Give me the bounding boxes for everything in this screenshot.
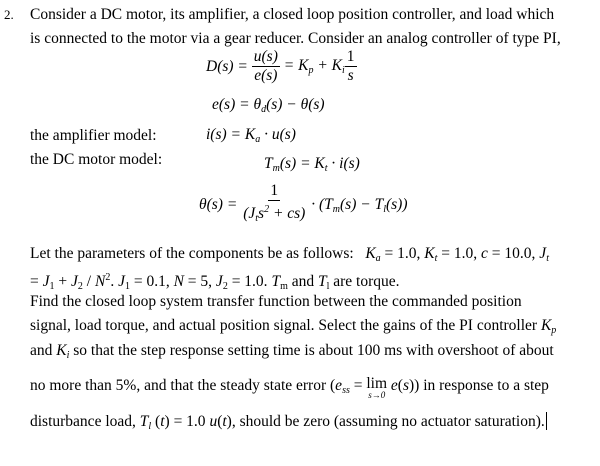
amplifier-equation: $i(s) = K_a \cdot u(s)$ [206,126,296,145]
params-line-2: = $J_1 + J_2 / N^2$. $J_1 = 0.1$, N = 5, $J_2 = 1.0$. $T_m$ and $T_l$ are torque. [30,272,400,293]
motor-torque-equation: $T_m(s) = K_t \cdot i(s)$ [264,155,360,174]
motor-label: the DC motor model: [30,151,163,168]
intro-line-2: is connected to the motor via a gear reducer. Consider an analog controller of type PI, [30,30,561,47]
intro-line-1: Consider a DC motor, its amplifier, a closed loop position controller, and load which [30,6,555,23]
controller-equation: D(s) = $\frac{u(s)}{e(s)}$ = $K_p + K_i$ $\frac{1}{s}$ [206,48,355,84]
find-line-3: and $K_i$ so that the step response setting time is about 100 ms with overshoot of about [30,342,554,361]
find-line-4: no more than 5%, and that the steady state error ($e_{ss}$ = lim s→0 e(s)) in response to a step [30,375,549,400]
find-line-1: Find the closed loop system transfer function between the commanded position [30,293,522,310]
text-cursor [546,412,547,430]
find-line-5: disturbance load, $T_l$ (t) = 1.0 u(t), should be zero (assuming no actuator saturation). [30,413,545,432]
motor-dynamics-equation: θ(s) = $\frac{1}{(J_ts^2 + cs)}$ · $(T_m(s) - T_l(s))$ [199,182,408,225]
params-line-1: Let the parameters of the components be as follows: $K_a = 1.0$, $K_t = 1.0$, c = 10.0, $J_t$ [30,245,549,264]
error-equation: $e(s) = \theta_d(s) - \theta(s)$ [212,96,325,115]
amplifier-label: the amplifier model: [30,127,157,144]
problem-number: 2. [4,7,14,22]
find-line-2: signal, load torque, and actual position signal. Select the gains of the PI controller $K_p$ [30,317,557,336]
